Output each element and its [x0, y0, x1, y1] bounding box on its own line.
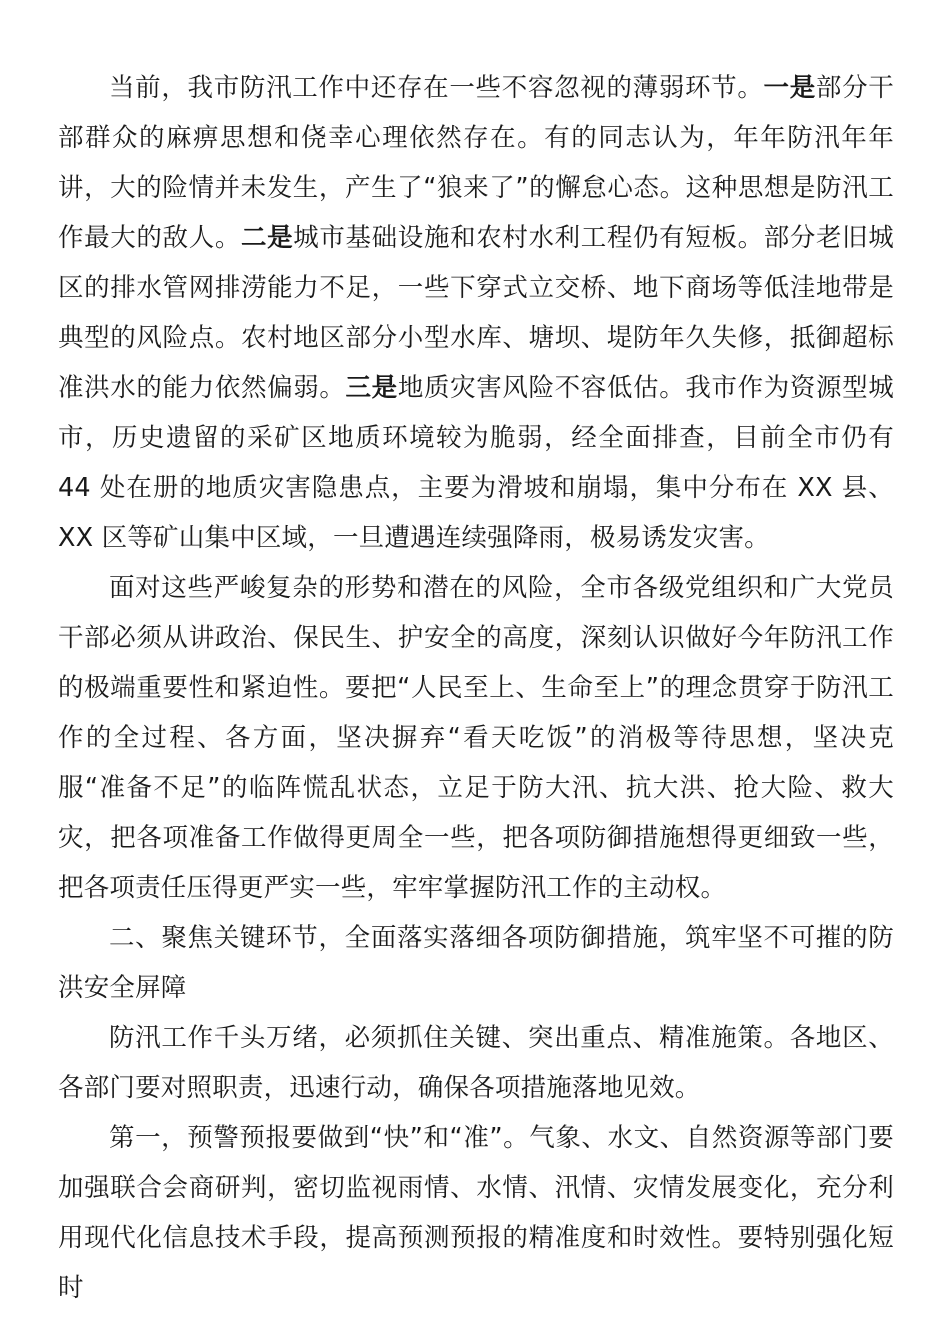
document-page	[58, 63, 894, 1313]
section-heading: 二、聚焦关键环节，全面落实落细各项防御措施，筑牢坚不可摧的防洪安全屏障	[58, 923, 894, 1003]
paragraph-text: 部分干部群众的麻痹思想和侥幸心理依然存在。有的同志认为，年年防汛年年讲，大的险情并未发生，产生了“狼来了”的懈怠心态。这种思想是防汛工作最大的敌人。	[58, 73, 894, 253]
paragraph-intro: 防汛工作千头万绪，必须抓住关键、突出重点、精准施策。各地区、各部门要对照职责，迅速行动，确保各项措施落地见效。	[58, 1023, 894, 1103]
paragraph-forecast: 第一，预警预报要做到“快”和“准”。气象、水文、自然资源等部门要加强联合会商研判，密切监视雨情、水情、汛情、灾情发展变化，充分利用现代化信息技术手段，提高预测预报的精准度和时效性。要特别强化短时	[58, 1123, 894, 1303]
emphasis-second: 二是	[240, 223, 294, 253]
emphasis-third: 三是	[345, 373, 398, 403]
paragraph-weak-links	[58, 63, 894, 563]
paragraph-text: 当前，我市防汛工作中还存在一些不容忽视的薄弱环节。	[109, 73, 764, 103]
paragraph-situation: 面对这些严峻复杂的形势和潜在的风险，全市各级党组织和广大党员干部必须从讲政治、保民生、护安全的高度，深刻认识做好今年防汛工作的极端重要性和紧迫性。要把“人民至上、生命至上”的理念贯穿于防汛工作的全过程、各方面，坚决摒弃“看天吃饭”的消极等待思想，坚决克服“准备不足”的临阵慌乱状态，立足于防大汛、抗大洪、抢大险、救大灾，把各项准备工作做得更周全一些，把各项防御措施想得更细致一些，把各项责任压得更严实一些，牢牢掌握防汛工作的主动权。	[58, 573, 894, 903]
emphasis-first: 一是	[763, 73, 816, 103]
paragraph-text: 地质灾害风险不容低估。我市作为资源型城市，历史遗留的采矿区地质环境较为脆弱，经全面排查，目前全市仍有 44 处在册的地质灾害隐患点，主要为滑坡和崩塌，集中分布在 XX 县、XX 区等矿山集中区域，一旦遭遇连续强降雨，极易诱发灾害。	[58, 373, 894, 553]
paragraph-text: 城市基础设施和农村水利工程仍有短板。部分老旧城区的排水管网排涝能力不足，一些下穿式立交桥、地下商场等低洼地带是典型的风险点。农村地区部分小型水库、塘坝、堤防年久失修，抵御超标准洪水的能力依然偏弱。	[58, 223, 894, 403]
